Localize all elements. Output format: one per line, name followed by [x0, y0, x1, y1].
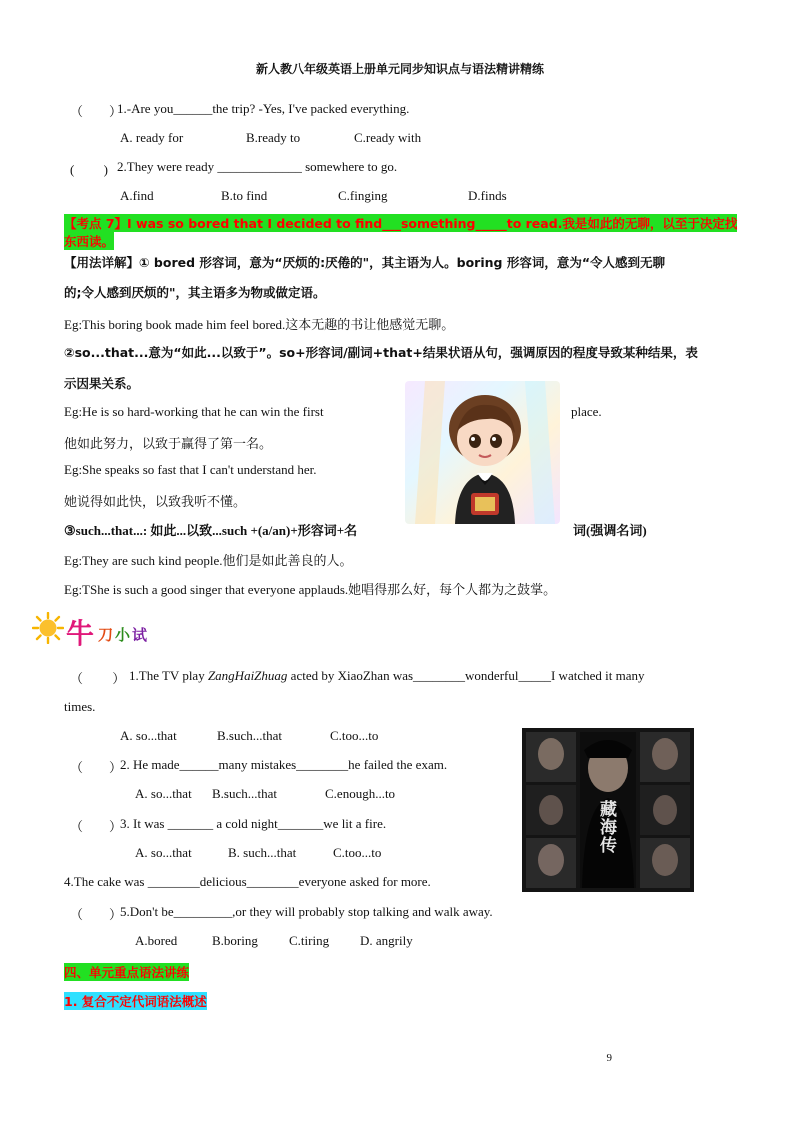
example-translation: 他如此努力，以致于赢得了第一名。 — [64, 437, 273, 452]
answer-bracket[interactable]: （ ） — [70, 671, 126, 686]
kaodian-line-1: 【考点 7】I was so bored that I decided to find___something_____to read.我是如此的无聊，以至于决定找 — [64, 216, 738, 231]
option-c[interactable]: C.too...to — [330, 728, 379, 743]
option-b[interactable]: B. such...that — [228, 845, 297, 860]
usage-paragraph-3-end: 词(强调名词) — [573, 523, 647, 538]
option-b[interactable]: B.such...that — [212, 786, 277, 801]
option-a[interactable]: A.bored — [135, 933, 178, 948]
option-c[interactable]: C.enough...to — [325, 786, 396, 801]
usage-paragraph-3: ③such...that...: 如此...以致...such +(a/an)+形容词+名 — [64, 523, 358, 538]
option-a[interactable]: A. so...that — [120, 728, 177, 743]
question-text: 3. It was _______ a cold night_______we lit a fire. — [120, 816, 387, 831]
option-a[interactable]: A.find — [120, 188, 154, 203]
cartoon-portrait-image — [405, 381, 560, 524]
answer-bracket[interactable]: （ ） — [70, 819, 123, 834]
example-sentence: Eg:This boring book made him feel bored.这本无趣的书让他感觉无聊。 — [64, 317, 455, 332]
question-text: 2. He made______many mistakes________he failed the exam. — [120, 757, 448, 772]
question-text: 2.They were ready _____________ somewhere to go. — [117, 159, 398, 174]
option-c[interactable]: C.too...to — [333, 845, 382, 860]
example-sentence: Eg:TShe is such a good singer that everyone applauds.她唱得那么好，每个人都为之鼓掌。 — [64, 582, 557, 597]
answer-bracket[interactable]: （ ） — [70, 907, 123, 922]
section-title-xiao: 小 — [115, 626, 131, 644]
page-header: 新人教八年级英语上册单元同步知识点与语法精讲精练 — [255, 62, 544, 76]
option-c[interactable]: C.ready with — [354, 130, 422, 145]
page-number: 9 — [606, 1052, 612, 1064]
answer-bracket[interactable]: （ ） — [70, 760, 123, 775]
drama-poster-image — [522, 728, 694, 892]
section-title-niu: 牛 — [66, 617, 95, 650]
option-a[interactable]: A. so...that — [135, 845, 192, 860]
section-title-dao: 刀 — [98, 626, 114, 644]
option-a[interactable]: A. ready for — [120, 130, 184, 145]
option-d[interactable]: D.finds — [468, 188, 507, 203]
option-c[interactable]: C.finging — [338, 188, 388, 203]
example-sentence: Eg:They are such kind people.他们是如此善良的人。 — [64, 553, 353, 568]
option-b[interactable]: B.boring — [212, 933, 258, 948]
section-title-shi: 试 — [132, 626, 148, 644]
kaodian-line-2: 东西读。 — [64, 234, 115, 249]
option-b[interactable]: B.such...that — [217, 728, 282, 743]
example-sentence: Eg:He is so hard-working that he can win the first — [64, 404, 324, 419]
sun-icon — [32, 612, 64, 644]
question-text: 5.Don't be_________,or they will probably stop talking and walk away. — [120, 904, 493, 919]
option-d[interactable]: D. angrily — [360, 933, 413, 948]
question-text-start: 1.The TV play ZangHaiZhuag acted by XiaoZhan was________wonderful_____I watched it many — [129, 668, 645, 683]
usage-paragraph-2b: 示因果关系。 — [64, 376, 140, 391]
answer-bracket[interactable]: （ ） — [70, 104, 123, 119]
answer-bracket[interactable]: ( ) — [70, 162, 108, 177]
section-4-title: 四、单元重点语法讲练 — [64, 965, 190, 980]
example-translation: 她说得如此快，以致我听不懂。 — [64, 495, 247, 510]
option-b[interactable]: B.to find — [221, 188, 268, 203]
question-text-cont: times. — [64, 699, 96, 714]
question-text: 1.-Are you______the trip? -Yes, I've packed everything. — [117, 101, 410, 116]
section-4-1-title: 1. 复合不定代词语法概述 — [64, 994, 207, 1009]
usage-paragraph-1a: 【用法详解】① bored 形容词，意为“厌烦的:厌倦的"，其主语为人。boring 形容词，意为“令人感到无聊 — [64, 255, 666, 270]
option-c[interactable]: C.tiring — [289, 933, 330, 948]
option-a[interactable]: A. so...that — [135, 786, 192, 801]
example-sentence: Eg:She speaks so fast that I can't understand her. — [64, 462, 317, 477]
option-b[interactable]: B.ready to — [246, 130, 301, 145]
usage-paragraph-1b: 的;令人感到厌烦的"，其主语多为物或做定语。 — [64, 285, 326, 300]
question-text: 4.The cake was ________delicious________everyone asked for more. — [64, 874, 431, 889]
poster-title: 藏海传 — [596, 800, 616, 854]
example-sentence-end: place. — [571, 404, 602, 419]
usage-paragraph-2a: ②so...that...意为“如此...以致于”。so+形容词/副词+that+结果状语从句，强调原因的程度导致某种结果，表 — [64, 345, 698, 360]
